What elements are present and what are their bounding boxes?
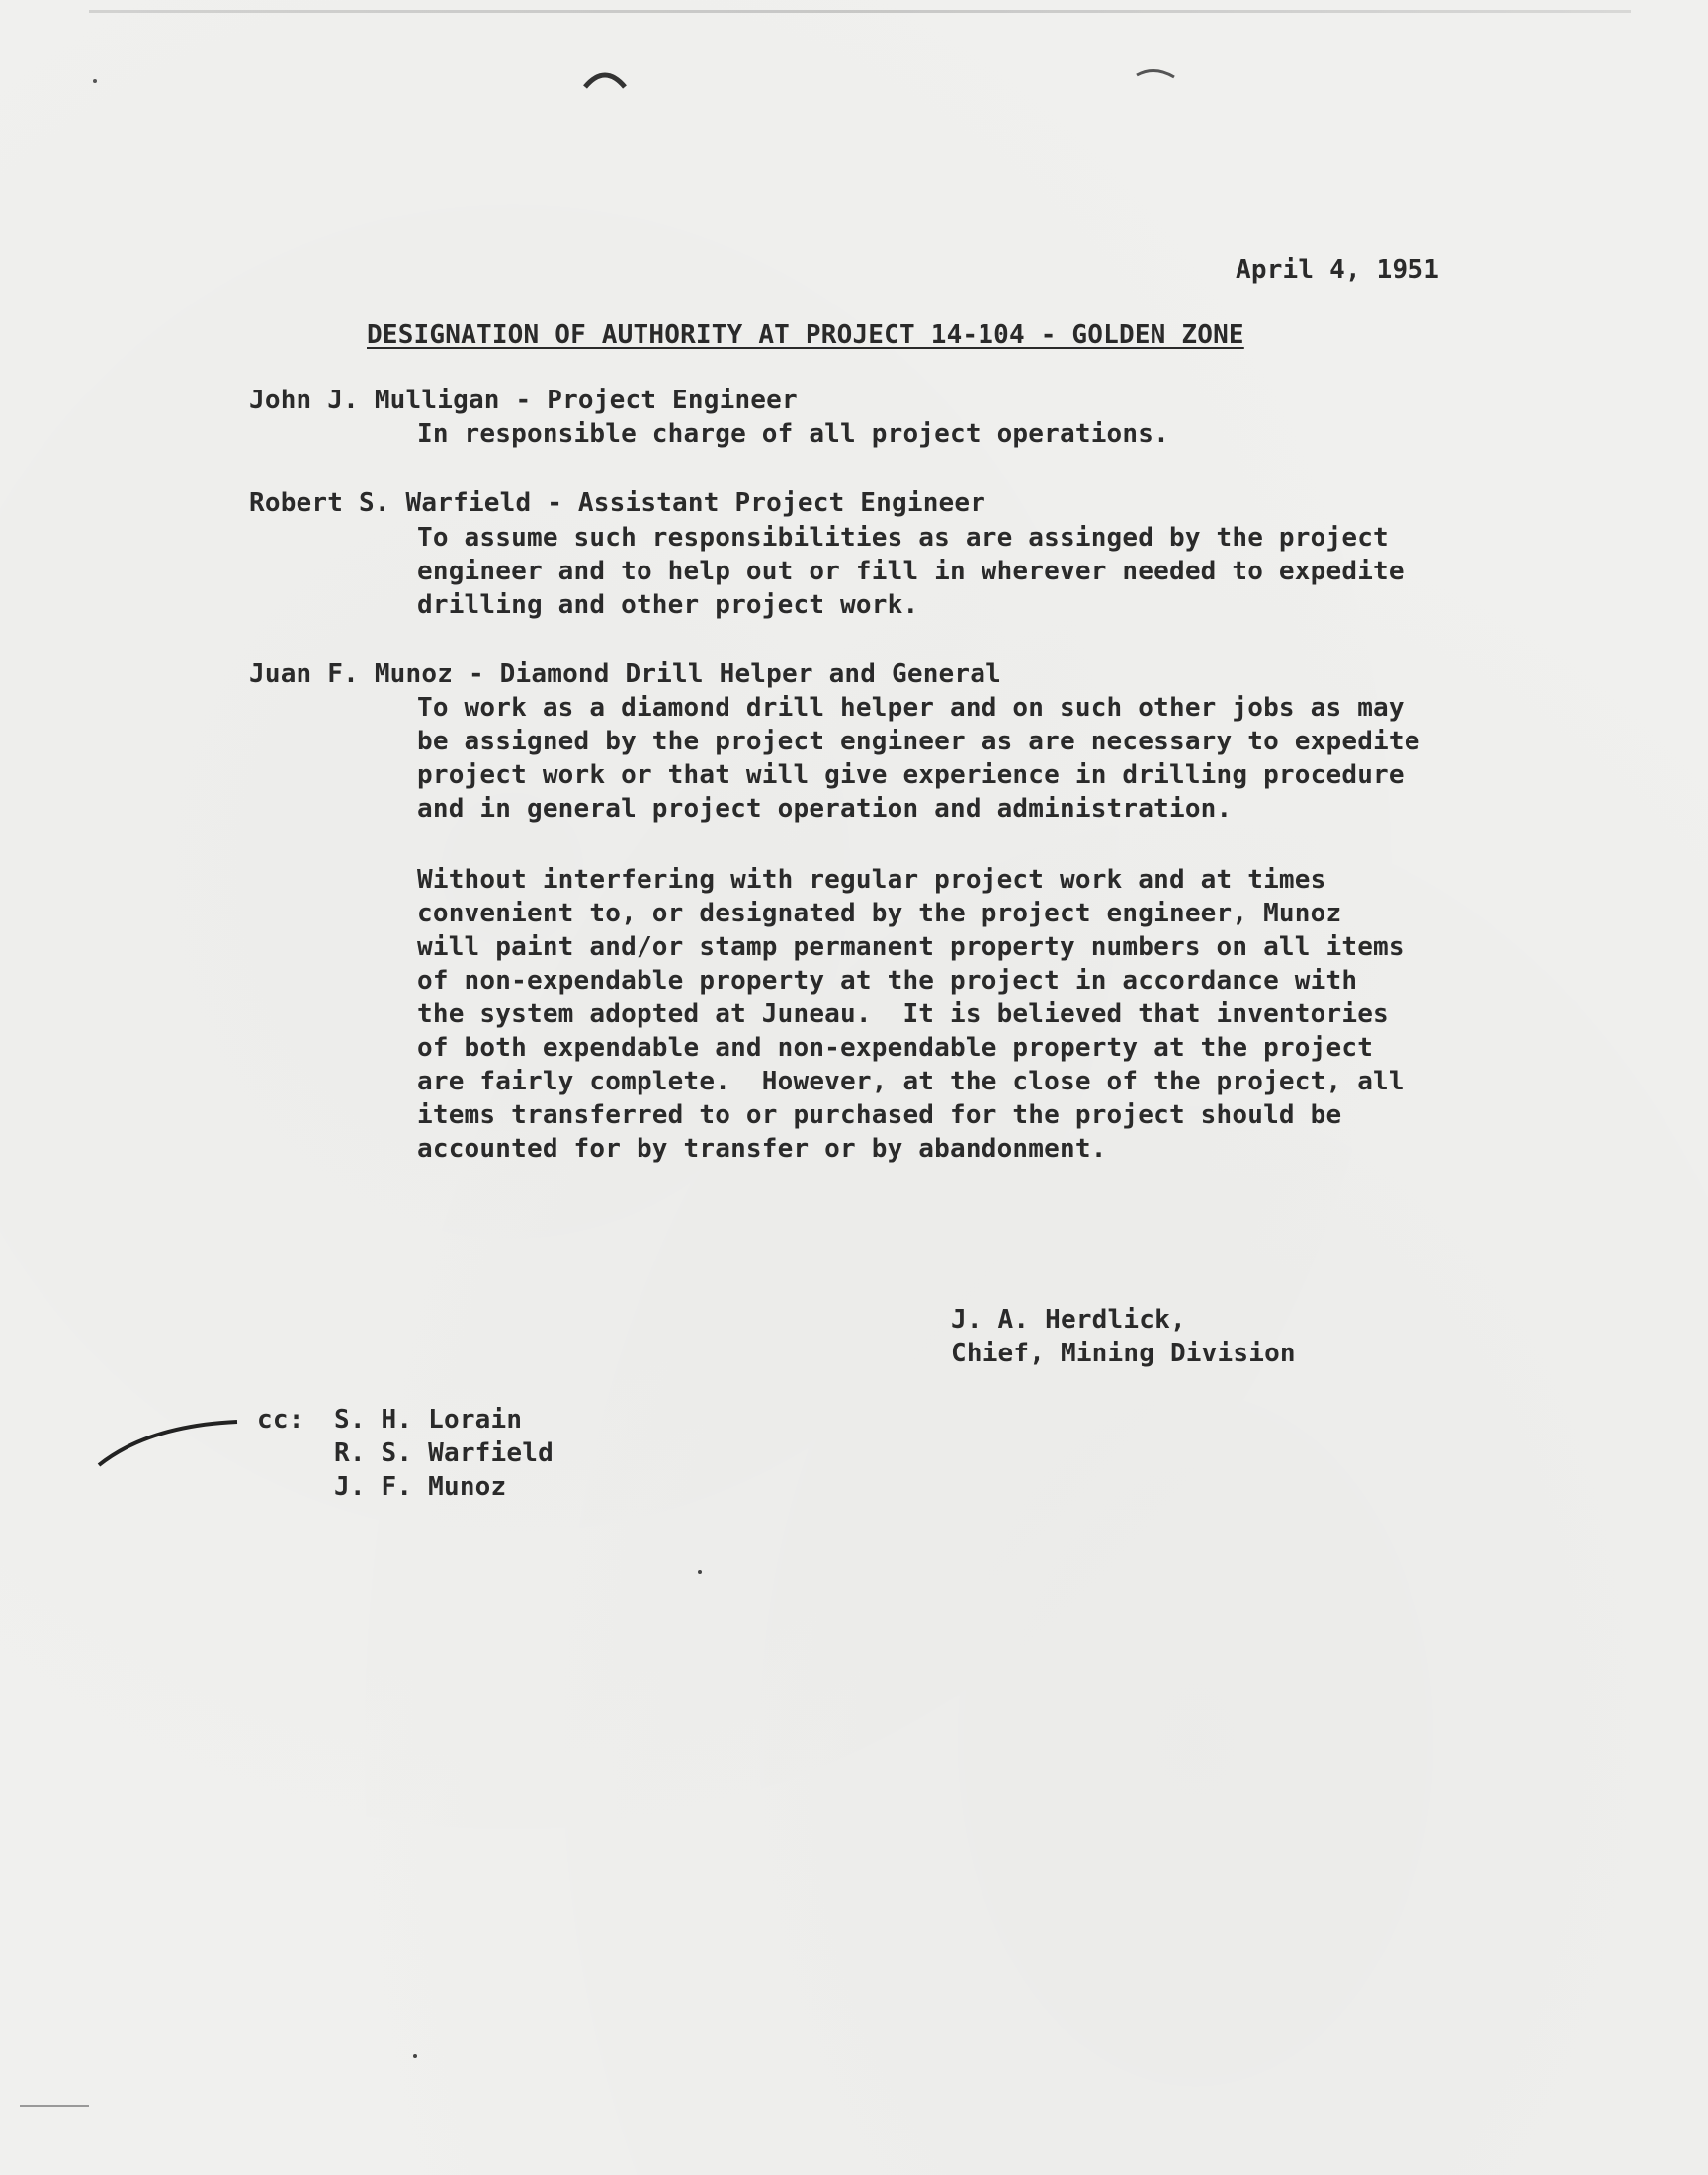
entry-line: be assigned by the project engineer as are necessary to expedite (417, 727, 1420, 756)
signer-name: J. A. Herdlick, (951, 1305, 1186, 1335)
letter-date: April 4, 1951 (1236, 255, 1440, 285)
entry-heading: Robert S. Warfield - Assistant Project Engineer (249, 488, 986, 518)
entry-line: and in general project operation and administration. (417, 794, 1233, 824)
paragraph-line: Without interfering with regular project work and at times (417, 865, 1326, 895)
speck-mark (698, 1570, 702, 1574)
cc-recipient: R. S. Warfield (334, 1438, 554, 1468)
paragraph-line: are fairly complete. However, at the close of the project, all (417, 1067, 1405, 1096)
entry-heading: Juan F. Munoz - Diamond Drill Helper and General (249, 659, 1001, 689)
entry-line: project work or that will give experience in drilling procedure (417, 760, 1405, 790)
paragraph-line: of non-expendable property at the project in accordance with (417, 966, 1358, 996)
paragraph-line: items transferred to or purchased for the project should be (417, 1100, 1342, 1130)
hole-punch-mark-right (1137, 70, 1174, 77)
signer-title: Chief, Mining Division (951, 1339, 1296, 1368)
paragraph-line: will paint and/or stamp permanent property numbers on all items (417, 932, 1405, 962)
letter-title: DESIGNATION OF AUTHORITY AT PROJECT 14-104 - GOLDEN ZONE (367, 320, 1244, 350)
cc-recipient: S. H. Lorain (334, 1405, 523, 1435)
speck-mark (93, 79, 97, 83)
paragraph-line: the system adopted at Juneau. It is believed that inventories (417, 1000, 1389, 1029)
paragraph-line: accounted for by transfer or by abandonment. (417, 1134, 1107, 1164)
entry-line: To assume such responsibilities as are assinged by the project (417, 523, 1389, 553)
entry-line: drilling and other project work. (417, 590, 919, 620)
entry-line: To work as a diamond drill helper and on such other jobs as may (417, 693, 1405, 723)
entry-heading: John J. Mulligan - Project Engineer (249, 386, 798, 415)
entry-line: engineer and to help out or fill in wherever needed to expedite (417, 557, 1405, 586)
cc-label: cc: (257, 1405, 304, 1435)
paragraph-line: convenient to, or designated by the project engineer, Munoz (417, 899, 1342, 928)
paragraph-line: of both expendable and non-expendable property at the project (417, 1033, 1374, 1063)
pencil-check-mark (99, 1422, 237, 1465)
cc-recipient: J. F. Munoz (334, 1472, 507, 1502)
entry-line: In responsible charge of all project operations. (417, 419, 1169, 449)
hole-punch-mark-left (585, 75, 625, 87)
speck-mark (413, 2054, 417, 2058)
